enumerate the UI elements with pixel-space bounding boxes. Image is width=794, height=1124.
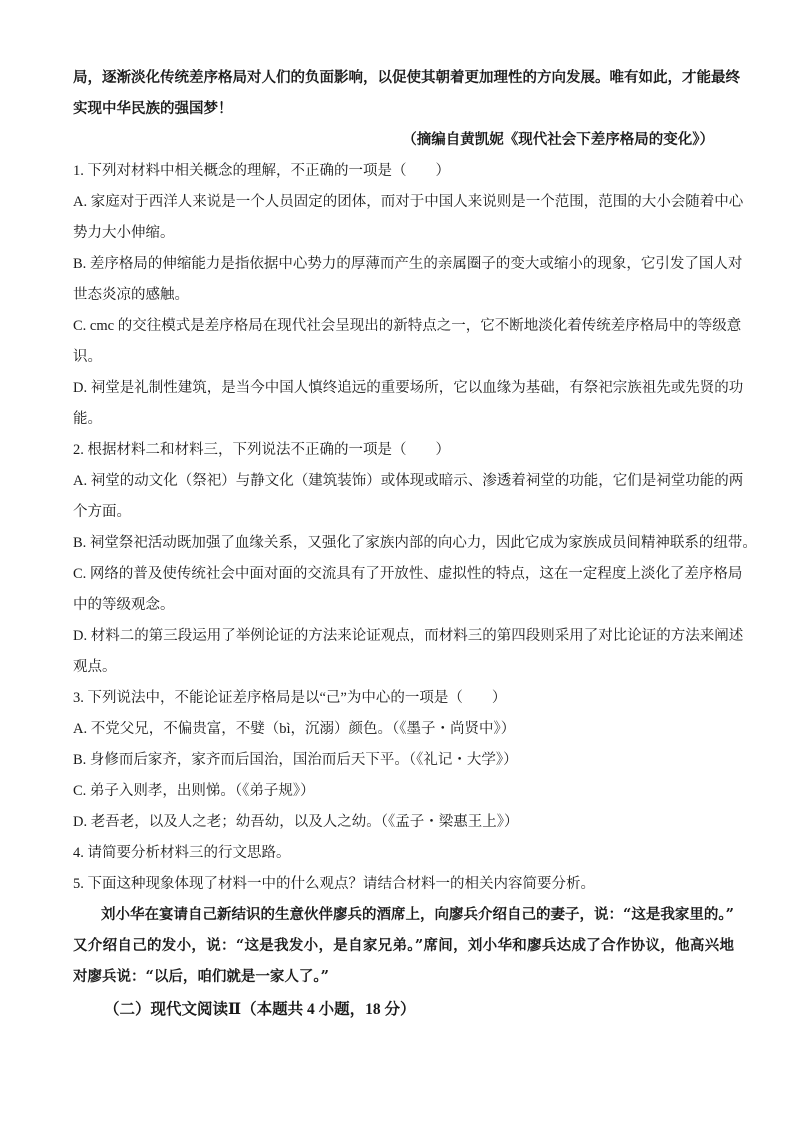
q2-stem: 2. 根据材料二和材料三，下列说法不正确的一项是（ ） xyxy=(73,442,450,458)
q2-option-b-line-1: B. 祠堂祭祀活动既加强了血缘关系，又强化了家族内部的向心力，因此它成为家族成员间精神联系的纽带。 xyxy=(73,535,757,551)
q1-option-a-line-2: 势力大小伸缩。 xyxy=(73,225,175,241)
q2-option-d-line-2: 观点。 xyxy=(73,659,117,675)
q4-stem: 4. 请简要分析材料三的行文思路。 xyxy=(73,845,291,861)
q2-option-c-line-1: C. 网络的普及使传统社会中面对面的交流具有了开放性、虚拟性的特点，这在一定程度上淡化了差序格局 xyxy=(73,566,743,582)
q1-option-c-line-1: C. cmc 的交往模式是差序格局在现代社会呈现出的新特点之一，它不断地淡化着传统差序格局中的等级意 xyxy=(73,318,742,334)
q1-option-d-line-2: 能。 xyxy=(73,411,102,427)
q1-option-c-line-2: 识。 xyxy=(73,349,102,365)
q5-material-line-1: 刘小华在宴请自己新结识的生意伙伴廖兵的酒席上，向廖兵介绍自己的妻子，说：“这是我家里的。” xyxy=(101,906,734,923)
passage-source: （摘编自黄凯妮《现代社会下差序格局的变化》） xyxy=(402,131,714,148)
q1-stem: 1. 下列对材料中相关概念的理解，不正确的一项是（ ） xyxy=(73,163,450,179)
section-heading: （二）现代文阅读Ⅱ（本题共 4 小题，18 分） xyxy=(104,1001,416,1018)
q3-option-b: B. 身修而后家齐，家齐而后国治，国治而后天下平。（《礼记・大学》） xyxy=(73,752,518,768)
q1-option-d-line-1: D. 祠堂是礼制性建筑，是当今中国人慎终追远的重要场所，它以血缘为基础，有祭祀宗族祖先或先贤的功 xyxy=(73,380,744,396)
q1-option-b-line-1: B. 差序格局的伸缩能力是指依据中心势力的厚薄而产生的亲属圈子的变大或缩小的现象，它引发了国人对 xyxy=(73,256,743,272)
q2-option-a-line-1: A. 祠堂的动文化（祭祀）与静文化（建筑装饰）或体现或暗示、渗透着祠堂的功能，它们是祠堂功能的两 xyxy=(73,473,744,489)
q2-option-c-line-2: 中的等级观念。 xyxy=(73,597,175,613)
q5-stem: 5. 下面这种现象体现了材料一中的什么观点？请结合材料一的相关内容简要分析。 xyxy=(73,876,595,892)
q1-option-b-line-2: 世态炎凉的感触。 xyxy=(73,287,189,303)
q2-option-d-line-1: D. 材料二的第三段运用了举例论证的方法来论证观点，而材料三的第四段则采用了对比论证的方法来阐述 xyxy=(73,628,744,644)
q3-option-a: A. 不党父兄，不偏贵富，不嬖（bì，沉溺）颜色。（《墨子・尚贤中》） xyxy=(73,721,516,737)
q5-material-line-3: 对廖兵说：“以后，咱们就是一家人了。” xyxy=(73,968,329,985)
passage-tail-line-2: 实现中华民族的强国梦！ xyxy=(73,100,233,117)
q2-option-a-line-2: 个方面。 xyxy=(73,504,131,520)
q5-material-line-2: 又介绍自己的发小，说：“这是我发小，是自家兄弟。”席间，刘小华和廖兵达成了合作协议，他高兴地 xyxy=(73,937,734,954)
q3-option-d: D. 老吾老，以及人之老；幼吾幼，以及人之幼。（《孟子・梁惠王上》） xyxy=(73,814,519,830)
q1-option-a-line-1: A. 家庭对于西洋人来说是一个人员固定的团体，而对于中国人来说则是一个范围，范围的大小会随着中心 xyxy=(73,194,744,210)
q3-option-c: C. 弟子入则孝，出则悌。（《弟子规》） xyxy=(73,783,315,799)
passage-tail-line-1: 局，逐渐淡化传统差序格局对人们的负面影响，以促使其朝着更加理性的方向发展。唯有如此，才能最终 xyxy=(73,69,740,86)
q3-stem: 3. 下列说法中，不能论证差序格局是以“己”为中心的一项是（ ） xyxy=(73,690,507,706)
